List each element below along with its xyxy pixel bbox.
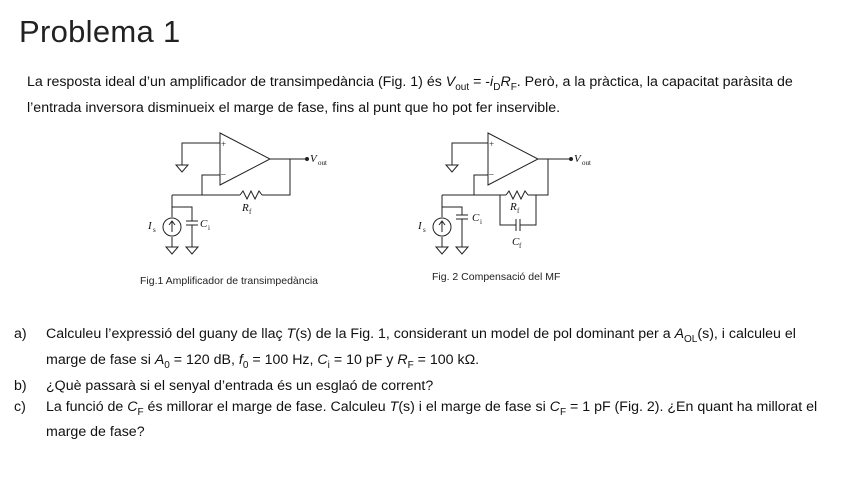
- question-c-label: c): [14, 398, 26, 415]
- question-b: [14, 376, 834, 397]
- questions-list: [14, 324, 834, 443]
- intro-r-sub: F: [510, 81, 517, 93]
- qc-t3: i el marge de fase si: [414, 398, 550, 415]
- intro-text-1: La resposta ideal d’un amplificador de transimpedància (Fig. 1) és: [27, 74, 446, 90]
- vout-label: V: [310, 153, 317, 165]
- qa-A0: A: [154, 351, 165, 368]
- opamp-minus: –: [221, 169, 226, 179]
- ci2-capacitor: [456, 215, 468, 219]
- ci2-sub: i: [480, 218, 482, 226]
- qa-t4: = 120 dB,: [169, 351, 239, 368]
- opamp2-plus: +: [489, 139, 495, 149]
- question-b-label: b): [14, 377, 27, 394]
- qa-f0: f: [238, 351, 243, 368]
- question-c: [14, 397, 834, 444]
- vout-sub: out: [318, 159, 327, 167]
- intro-i-sub: D: [493, 81, 501, 93]
- rf2-sub: f: [517, 207, 520, 215]
- cf-sub: f: [519, 242, 522, 250]
- is2-sub: s: [423, 226, 426, 234]
- qc-CF2: C: [549, 398, 560, 415]
- ground-symbol-5: [436, 247, 448, 254]
- qa-Ci: C: [317, 351, 328, 368]
- ground-symbol-3: [186, 247, 198, 254]
- is-label: I: [148, 220, 152, 232]
- figure-2-circuit: [400, 125, 630, 275]
- page-title: Problema 1: [19, 14, 181, 49]
- intro-paragraph: [27, 72, 827, 119]
- is-sub: s: [153, 226, 156, 234]
- qa-t6: = 10 pF y: [329, 351, 398, 368]
- qa-s: (s): [295, 326, 312, 342]
- qc-t1: La funció de: [46, 398, 128, 415]
- intro-eq: = -: [469, 74, 491, 90]
- question-a-text: [46, 324, 834, 376]
- qa-A0-sub: 0: [164, 359, 170, 371]
- ground-symbol-1: [176, 165, 188, 172]
- qc-CF2-sub: F: [559, 406, 567, 418]
- figure-2-caption: Fig. 2 Compensació del MF: [432, 271, 561, 283]
- ci-label: C: [200, 218, 208, 230]
- ground-symbol-2: [166, 247, 178, 254]
- qa-t2: de la Fig. 1, considerant un model de pol dominant per a: [311, 326, 675, 342]
- qc-s: (s): [398, 398, 415, 415]
- qc-t4: = 1 pF (Fig. 2). ¿En quant ha millorat el marge de fase?: [46, 398, 818, 441]
- opamp-plus: +: [221, 139, 227, 149]
- qc-t2: és millorar el marge de fase. Calculeu: [143, 398, 390, 415]
- intro-i: i: [490, 74, 494, 90]
- intro-vout: V: [445, 74, 456, 90]
- intro-text-2: . Però, a la pràctica, la capacitat paràsita de l’entrada inversora disminueix el marge de fase, fins al punt que ho pot fer inservible.: [27, 74, 793, 116]
- question-c-text: [46, 397, 834, 444]
- ci-capacitor: [186, 221, 198, 225]
- figure-1-circuit: [130, 125, 360, 275]
- opamp-symbol: [220, 133, 270, 185]
- qa-f0-sub: 0: [242, 359, 249, 371]
- intro-vout-sub: out: [455, 81, 470, 93]
- ci-sub: i: [208, 224, 210, 232]
- qa-t1: Calculeu l’expressió del guany de llaç: [46, 326, 287, 342]
- qa-RF: R: [397, 351, 408, 368]
- qa-t5: = 100 Hz,: [248, 351, 318, 368]
- qa-A-sub: OL: [684, 333, 698, 345]
- rf-sub: f: [249, 208, 252, 216]
- qc-CF: C: [127, 398, 138, 415]
- cf-label: C: [512, 236, 520, 248]
- is2-label: I: [418, 220, 422, 232]
- qa-t7: = 100 kΩ.: [413, 351, 480, 368]
- vout2-sub: out: [582, 159, 591, 167]
- qa-Ci-sub: i: [327, 359, 330, 371]
- question-a-label: a): [14, 326, 27, 342]
- opamp2-minus: –: [489, 169, 494, 179]
- figure-1-caption: Fig.1 Amplificador de transimpedància: [140, 275, 319, 287]
- qa-RF-sub: F: [407, 359, 414, 371]
- question-a: [14, 324, 834, 376]
- opamp-symbol-2: [488, 133, 538, 185]
- ground-symbol-4: [446, 165, 458, 172]
- rf-label: R: [242, 202, 249, 214]
- question-b-text: ¿Què passarà si el senyal d’entrada és un esglaó de corrent?: [46, 377, 434, 394]
- cf-capacitor: [516, 219, 520, 231]
- intro-r: R: [500, 74, 511, 90]
- ci2-label: C: [472, 212, 480, 224]
- qa-A: A: [674, 326, 685, 342]
- rf2-label: R: [510, 201, 517, 213]
- ground-symbol-6: [456, 247, 468, 254]
- qc-T: T: [389, 398, 399, 415]
- qc-CF-sub: F: [137, 406, 144, 418]
- qa-t3: (s), i calculeu el marge de fase si: [46, 326, 796, 368]
- vout2-label: V: [574, 153, 581, 165]
- qa-T: T: [286, 326, 296, 342]
